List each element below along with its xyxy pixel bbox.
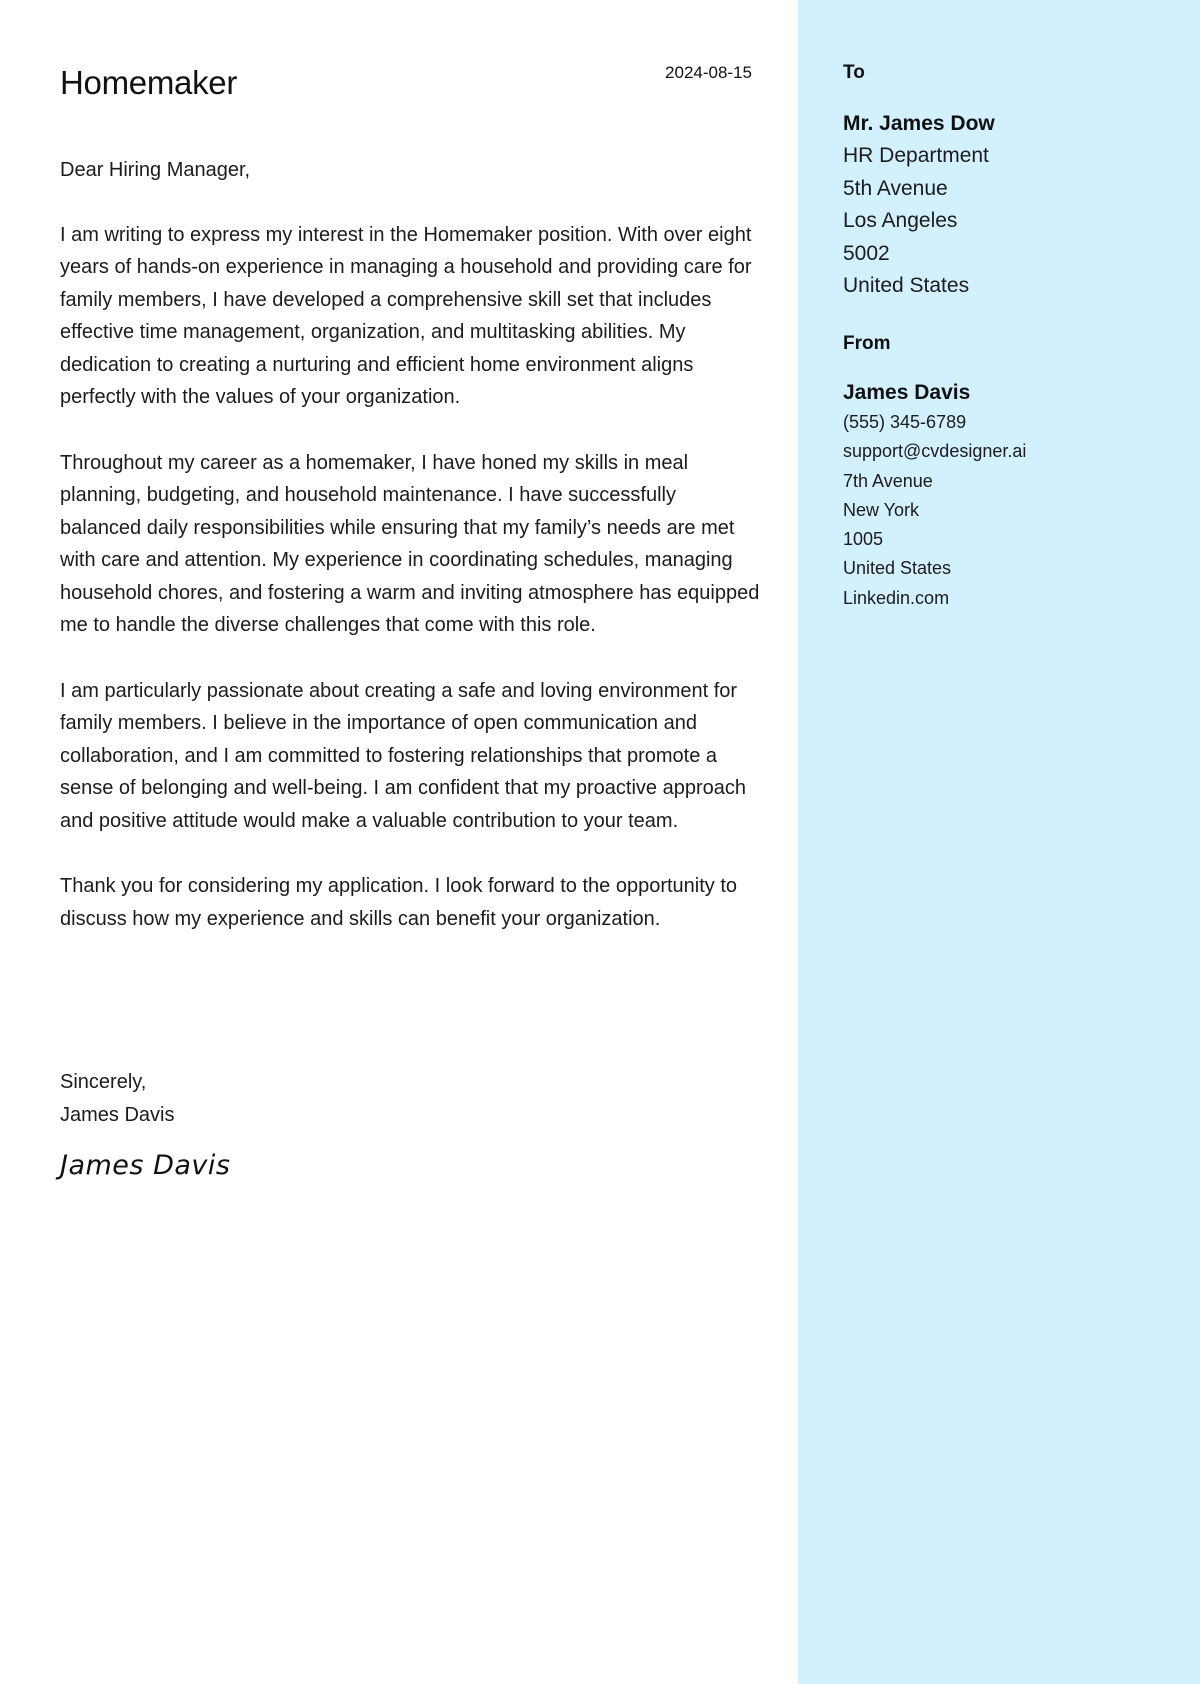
sender-postal-code: 1005 bbox=[843, 529, 884, 550]
paragraph-1: I am writing to express my interest in the Homemaker position. With over eight years of hands-on experience in managing a household and providing care for family members, I have developed a comprehensive skill set that includes effective time management, organization, and multitasking abilities. My dedication to creating a nurturing and efficient home environment aligns perfectly with the values of your organization. bbox=[60, 223, 752, 408]
sender-city: New York bbox=[843, 499, 920, 520]
sender-street: 7th Avenue bbox=[843, 470, 933, 491]
recipient-department: HR Department bbox=[843, 144, 989, 167]
letter-date: 2024-08-15 bbox=[665, 63, 752, 82]
paragraph-3: I am particularly passionate about creating a safe and loving environment for family members. I believe in the importance of open communication and collaboration, and I am committed to fostering relationships that promote a sense of belonging and well-being. I am confident that my proactive approach and positive attitude would make a valuable contribution to your team. bbox=[60, 679, 746, 832]
recipient-postal-code: 5002 bbox=[843, 241, 890, 265]
sender-phone: (555) 345-6789 bbox=[843, 412, 967, 432]
sender-name: James Davis bbox=[843, 381, 971, 404]
recipient-heading: To bbox=[843, 62, 865, 83]
salutation: Dear Hiring Manager, bbox=[60, 159, 251, 181]
page-title: Homemaker bbox=[60, 64, 238, 101]
recipient-country: United States bbox=[843, 274, 970, 297]
recipient-city: Los Angeles bbox=[843, 209, 958, 232]
paragraph-2: Throughout my career as a homemaker, I have honed my skills in meal planning, budgeting, and household maintenance. I have successfully balanced daily responsibilities while ensuring that my family’s needs are met with care and attention. My experience in coordinating schedules, managing household chores, and fostering a warm and inviting atmosphere has equipped me to handle the diverse challenges that come with this role. bbox=[60, 451, 760, 636]
paragraph-4: Thank you for considering my application. I look forward to the opportunity to discuss how my experience and skills can benefit your organization. bbox=[60, 875, 738, 930]
closing-name: James Davis bbox=[60, 1104, 175, 1126]
letter-content bbox=[60, 154, 760, 968]
signature: James Davis bbox=[60, 1150, 231, 1181]
closing-phrase: Sincerely, bbox=[60, 1071, 147, 1093]
sender-country: United States bbox=[843, 558, 952, 579]
recipient-street: 5th Avenue bbox=[843, 176, 948, 200]
closing-block bbox=[60, 1066, 174, 1132]
recipient-block bbox=[843, 62, 1173, 303]
sender-block bbox=[843, 333, 1173, 613]
sender-website: Linkedin.com bbox=[843, 587, 950, 608]
sender-heading: From bbox=[843, 333, 891, 354]
sender-email: support@cvdesigner.ai bbox=[843, 441, 1027, 462]
recipient-name: Mr. James Dow bbox=[843, 112, 995, 135]
